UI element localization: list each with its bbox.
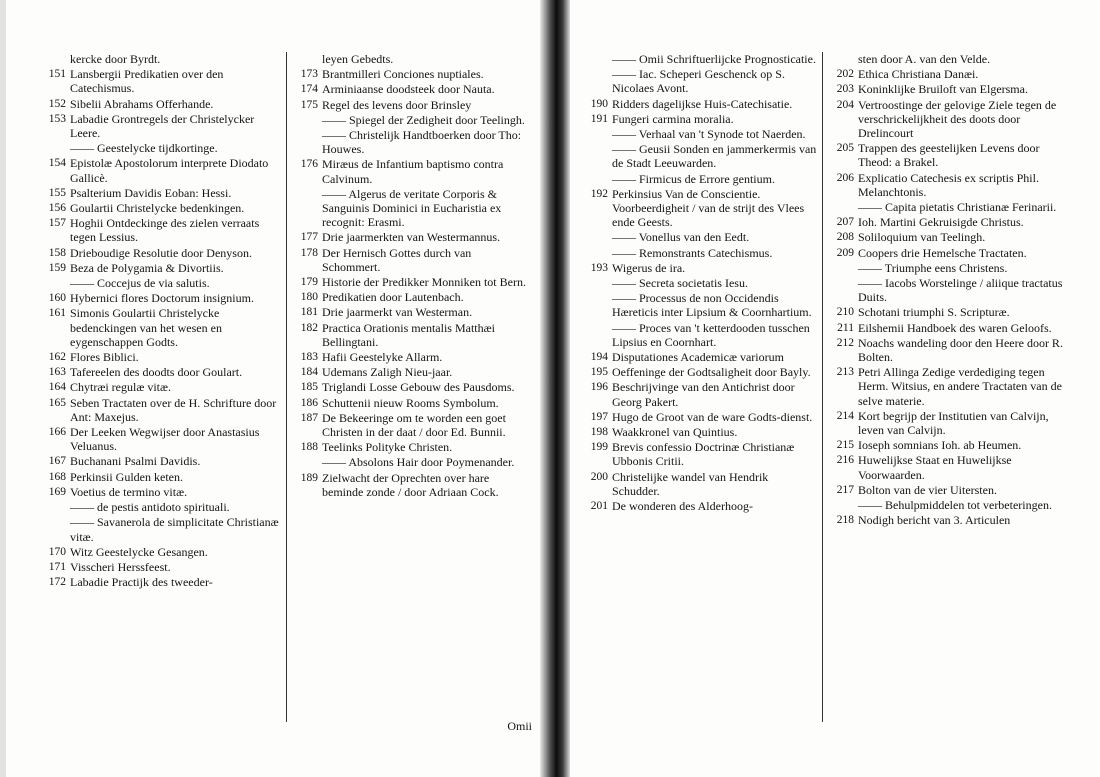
entry-number: 160 [48, 292, 66, 305]
catalogue-entry [40, 500, 280, 514]
entry-title: Der Hernisch Gottes durch van Schommert. [322, 245, 472, 274]
catalogue-entry [828, 365, 1064, 408]
entry-title: —— de pestis antidoto spirituali. [70, 500, 230, 515]
entry-title: Ridders dagelijkse Huis-Catechisatie. [612, 96, 793, 111]
catalogue-entry [292, 187, 532, 230]
entry-title: Vertroostinge der gelovige Ziele tegen de verschrickelijkheit des doots door Drelincourt [858, 97, 1057, 141]
entry-title: —— Triumphe eens Christens. [858, 260, 1008, 275]
catalogue-entry [582, 97, 818, 111]
page-edge [0, 0, 6, 777]
entry-title: —— Verhaal van 't Synode tot Naerden. [612, 127, 806, 142]
column-rule [286, 52, 287, 722]
catalogue-entry [582, 246, 818, 260]
entry-title: —— Iacobs Worstelinge / aliique tractatus Duits. [858, 276, 1063, 305]
catalogue-entry [292, 52, 532, 66]
entry-title: —— Omii Schriftuerlijcke Prognosticatie. [612, 52, 816, 66]
entry-title: De Bekeeringe om te worden een goet Christen in der daat / door Ed. Bunnii. [322, 410, 506, 440]
entry-title: Seben Tractaten over de H. Schrifture door Ant: Maxejus. [70, 395, 277, 424]
entry-number: 203 [836, 83, 854, 96]
entry-title: Petri Allinga Zedige verdediging tegen Herm. Witsius, en andere Tractaten van de selve materie. [858, 365, 1062, 408]
entry-title: Perkinsius Van de Conscientie. Voorbeerdigheit / van de strijt des Vlees ende Geests. [612, 186, 805, 230]
entry-number: 186 [300, 396, 318, 409]
catalogue-entry [582, 499, 818, 513]
entry-number: 157 [48, 217, 66, 230]
entry-title: —— Secreta societatis Iesu. [612, 276, 748, 291]
entry-title: Goulartii Christelycke bedenkingen. [70, 201, 245, 216]
entry-number: 158 [48, 246, 66, 259]
entry-title: Ioseph somnians Ioh. ab Heumen. [858, 438, 1022, 453]
catalogue-entry [40, 201, 280, 215]
entry-number: 212 [836, 336, 854, 349]
catalogue-entry [40, 545, 280, 559]
entry-number: 153 [48, 112, 66, 125]
entry-number: 189 [300, 471, 318, 484]
entry-number: 210 [836, 306, 854, 319]
catalogue-entry [828, 498, 1064, 512]
entry-number: 197 [590, 410, 608, 423]
catalogue-entry [292, 246, 532, 274]
entry-title: Hybernici flores Doctorum insignium. [70, 291, 254, 306]
catalogue-entry [292, 157, 532, 185]
catalogue-entry [40, 156, 280, 184]
catalogue-entry [40, 454, 280, 468]
entry-number: 163 [48, 366, 66, 379]
entry-number: 161 [48, 307, 66, 320]
catalogue-entry [40, 365, 280, 379]
entry-number: 205 [836, 142, 854, 155]
entry-title: Lansbergii Predikatien over den Catechismus. [70, 67, 224, 96]
catalogue-entry [40, 112, 280, 140]
catalogue-entry [582, 142, 818, 170]
entry-title: Coopers drie Hemelsche Tractaten. [858, 245, 1027, 260]
right-column-2 [828, 52, 1064, 529]
entry-title: Sibelii Abrahams Offerhande. [70, 96, 214, 111]
entry-number: 162 [48, 351, 66, 364]
entry-number: 216 [836, 454, 854, 467]
catalogue-entry [582, 410, 818, 424]
entry-title: Drie jaarmerkt van Westerman. [322, 305, 473, 320]
entry-title: —— Savanerola de simplicitate Christianæ vitæ. [70, 515, 279, 544]
catalogue-entry [582, 470, 818, 498]
entry-title: Regel des levens door Brinsley [322, 97, 472, 112]
entry-number: 169 [48, 485, 66, 498]
catalogue-entry [40, 470, 280, 484]
catalogue-entry [40, 246, 280, 260]
entry-number: 152 [48, 97, 66, 110]
catalogue-entry [582, 261, 818, 275]
entry-number: 167 [48, 455, 66, 468]
entry-title: Udemans Zaligh Nieu-jaar. [322, 365, 453, 380]
entry-title: Brantmilleri Conciones nuptiales. [322, 67, 484, 82]
catalogue-entry [292, 411, 532, 439]
entry-number: 154 [48, 157, 66, 170]
catalogue-entry [582, 380, 818, 408]
catalogue-entry [582, 365, 818, 379]
catalogue-entry [292, 380, 532, 394]
entry-title: Soliloquium van Teelingh. [858, 230, 986, 245]
catalogue-entry [582, 67, 818, 95]
entry-number: 201 [590, 500, 608, 513]
entry-number: 175 [300, 98, 318, 111]
catalogue-entry [40, 485, 280, 499]
entry-number: 211 [837, 321, 854, 334]
entry-title: Schuttenii nieuw Rooms Symbolum. [322, 395, 499, 410]
catalogue-entry [828, 453, 1064, 481]
catalogue-entry [40, 560, 280, 574]
catalogue-entry [40, 380, 280, 394]
catalogue-entry [582, 425, 818, 439]
entry-title: Zielwacht der Oprechten over hare bemindе zonde / door Adriaan Cock. [322, 470, 499, 499]
entry-title: kercke door Byrdt. [70, 52, 161, 66]
catalogue-entry [292, 321, 532, 349]
catalogue-entry [582, 127, 818, 141]
left-page [40, 52, 540, 752]
catalogue-entry [582, 350, 818, 364]
entry-title: Triglandi Losse Gebouw des Pausdoms. [322, 380, 515, 395]
entry-number: 159 [48, 261, 66, 274]
catalogue-entry [40, 425, 280, 453]
entry-number: 156 [48, 202, 66, 215]
catalogue-entry [828, 321, 1064, 335]
entry-title: —— Remonstrants Catechismus. [612, 245, 773, 260]
entry-number: 182 [300, 321, 318, 334]
entry-title: —— Iac. Scheperi Geschenck op S. Nicolaes Avont. [612, 67, 785, 96]
catalogue-entry [292, 82, 532, 96]
entry-number: 209 [836, 246, 854, 259]
catalogue-entry [582, 291, 818, 319]
catalogue-entry [828, 230, 1064, 244]
entry-title: Beschrijvinge van den Antichrist door Georg Pakert. [612, 380, 795, 409]
catalogue-entry [292, 98, 532, 112]
entry-title: Disputationes Academicæ variorum [612, 350, 784, 365]
entry-number: 196 [590, 381, 608, 394]
catalogue-entry [40, 261, 280, 275]
entry-number: 176 [300, 158, 318, 171]
entry-title: Brevis confessio Doctrinæ Christianæ Ubbonis Critii. [612, 440, 795, 469]
entry-title: Epistolæ Apostolorum interprete Diodato Gallicè. [70, 156, 269, 185]
catalogue-entry [828, 215, 1064, 229]
catalogue-entry [828, 336, 1064, 364]
entry-number: 213 [836, 366, 854, 379]
catalogue-entry [828, 82, 1064, 96]
entry-title: —— Firmicus de Errore gentium. [612, 171, 775, 186]
entry-title: Voetius de termino vitæ. [70, 484, 188, 499]
catalogue-entry [582, 52, 818, 66]
entry-number: 181 [300, 306, 318, 319]
entry-title: —— Christelijk Handtboerken door Tho: Houwes. [322, 128, 522, 157]
catalogue-entry [828, 98, 1064, 141]
entry-title: —— Coccejus de via salutis. [70, 276, 210, 291]
entry-title: Der Leeken Wegwijser door Anastasius Veluanus. [70, 425, 260, 454]
entry-title: —— Capita pietatis Christianæ Ferinarii. [858, 200, 1057, 215]
catalogue-entry [582, 172, 818, 186]
entry-title: Koninklijke Bruiloft van Elgersma. [858, 82, 1028, 97]
catalogue-entry [40, 396, 280, 424]
right-column-1 [582, 52, 818, 514]
entry-number: 184 [300, 366, 318, 379]
catalogue-entry [828, 261, 1064, 275]
entry-title: Wigerus de ira. [612, 260, 686, 275]
entry-title: Predikatien door Lautenbach. [322, 290, 464, 305]
entry-number: 151 [48, 68, 66, 81]
entry-title: Tafereelen des doodts door Goulart. [70, 365, 243, 380]
entry-title: Kort begrijp der Institutien van Calvijn, leven van Calvijn. [858, 408, 1049, 438]
entry-title: Hafii Geestelyke Allarm. [322, 350, 443, 365]
entry-number: 172 [48, 576, 66, 589]
entry-number: 190 [590, 97, 608, 110]
catalogue-entry [828, 305, 1064, 319]
entry-title: —— Spiegel der Zedigheit door Teelingh. [322, 112, 525, 127]
catalogue-entry [292, 230, 532, 244]
entry-number: 202 [836, 68, 854, 81]
entry-number: 178 [300, 246, 318, 259]
entry-number: 180 [300, 291, 318, 304]
entry-number: 187 [300, 411, 318, 424]
entry-title: Waakkronel van Quintius. [612, 425, 738, 440]
entry-title: Eilshemii Handboek des waren Geloofs. [858, 320, 1052, 335]
left-column-2 [292, 52, 532, 500]
entry-title: —— Behulpmiddelen tot verbeteringen. [858, 498, 1052, 513]
book-gutter [540, 0, 570, 777]
entry-number: 173 [300, 68, 318, 81]
catalogue-entry [40, 276, 280, 290]
catalogue-entry [828, 513, 1064, 527]
entry-title: sten door A. van den Velde. [858, 52, 991, 66]
entry-number: 183 [300, 351, 318, 364]
catalogue-entry [40, 306, 280, 349]
entry-title: Practica Orationis mentalis Matthæi Bellingtani. [322, 320, 495, 349]
entry-title: —— Absolons Hair door Poymenander. [322, 455, 515, 470]
catalogue-entry [40, 67, 280, 95]
catalogue-entry [828, 200, 1064, 214]
catalogue-entry [828, 246, 1064, 260]
catalogue-entry [292, 128, 532, 156]
entry-number: 195 [590, 366, 608, 379]
catalogue-entry [292, 396, 532, 410]
entry-title: Buchanani Psalmi Davidis. [70, 454, 201, 469]
entry-number: 185 [300, 381, 318, 394]
entry-title: Psalterium Davidis Eoban: Hessi. [70, 185, 232, 200]
entry-number: 214 [836, 409, 854, 422]
entry-title: Labadie Practijk des tweeder- [70, 575, 213, 590]
entry-number: 170 [48, 545, 66, 558]
entry-title: leyen Gebedts. [322, 52, 394, 66]
catalogue-entry [828, 141, 1064, 169]
column-rule [822, 52, 823, 722]
catalogue-entry [292, 440, 532, 454]
entry-title: Nodigh bericht van 3. Articulen [858, 513, 1011, 528]
entry-title: Beza de Polygamia & Divortiis. [70, 260, 224, 275]
catalogue-entry [40, 186, 280, 200]
catalogue-entry [292, 471, 532, 499]
catalogue-entry [40, 350, 280, 364]
entry-number: 217 [836, 483, 854, 496]
catalogue-entry [292, 113, 532, 127]
entry-title: —— Proces van 't ketterdooden tusschen Lipsius en Coornhart. [612, 320, 810, 349]
entry-title: —— Algerus de veritate Corporis & Sanguinis Dominici in Eucharistia ex recognit: Erasmi. [322, 186, 502, 230]
right-page [582, 52, 1066, 752]
entry-title: Trappen des geestelijken Levens door Theod: a Brakel. [858, 141, 1040, 170]
entry-title: Schotani triumphi S. Scripturæ. [858, 305, 1010, 320]
entry-number: 168 [48, 470, 66, 483]
catalogue-entry [292, 290, 532, 304]
catalogue-entry [582, 440, 818, 468]
catalogue-entry [828, 171, 1064, 199]
entry-number: 193 [590, 261, 608, 274]
entry-title: Huwelijkse Staat en Huwelijkse Voorwaarden. [858, 453, 1012, 482]
entry-title: Drieboudige Resolutie door Denyson. [70, 245, 252, 260]
catalogue-entry [582, 112, 818, 126]
entry-number: 188 [300, 441, 318, 454]
catalogue-entry [828, 409, 1064, 437]
entry-title: Ioh. Martini Gekruisigde Christus. [858, 215, 1024, 230]
catalogue-entry [582, 187, 818, 230]
catalogue-entry [292, 305, 532, 319]
entry-number: 199 [590, 441, 608, 454]
entry-number: 171 [48, 560, 66, 573]
entry-number: 192 [590, 187, 608, 200]
entry-title: Flores Biblici. [70, 350, 139, 365]
entry-title: Ethica Christiana Danæi. [858, 67, 979, 82]
entry-number: 208 [836, 231, 854, 244]
entry-title: —— Geestelycke tijdkortinge. [70, 141, 218, 156]
entry-title: Teelinks Polityke Christen. [322, 440, 453, 455]
entry-title: Simonis Goulartii Christelycke bedenckingen van het wesen en eygenschappen Godts. [70, 306, 222, 349]
entry-number: 204 [836, 98, 854, 111]
catalogue-entry [582, 276, 818, 290]
entry-title: —— Geusii Sonden en jammerkermis van de Stadt Leeuwarden. [612, 142, 817, 171]
entry-title: Witz Geestelycke Gesangen. [70, 544, 208, 559]
entry-title: Hugo de Groot van de ware Godts-dienst. [612, 409, 813, 424]
catalogue-entry [292, 455, 532, 469]
entry-number: 218 [836, 514, 854, 527]
entry-title: Perkinsii Gulden keten. [70, 469, 183, 484]
catalogue-entry [292, 67, 532, 81]
entry-title: Noachs wandeling door den Heere door R. Bolten. [858, 335, 1063, 365]
entry-number: 164 [48, 381, 66, 394]
entry-title: De wonderen des Alderhoog- [612, 499, 753, 514]
entry-title: —— Vonellus van den Eedt. [612, 230, 750, 245]
entry-number: 194 [590, 351, 608, 364]
entry-title: Explicatio Catechesis ex scriptis Phil. Melanchtonis. [858, 170, 1039, 199]
entry-number: 191 [590, 112, 608, 125]
entry-title: Bolton van de vier Uitersten. [858, 482, 997, 497]
catalogue-entry [828, 483, 1064, 497]
entry-number: 206 [836, 171, 854, 184]
catalogue-entry [40, 575, 280, 589]
entry-title: Hoghii Ontdeckinge des zielen verraats tegen Lessius. [70, 216, 260, 245]
catalogue-entry [40, 141, 280, 155]
entry-number: 177 [300, 231, 318, 244]
entry-number: 179 [300, 276, 318, 289]
catalogue-entry [828, 438, 1064, 452]
entry-title: Miræus de Infantium baptismo contra Calvinum. [322, 157, 504, 186]
catalogue-entry [828, 52, 1064, 66]
catalogue-entry [40, 97, 280, 111]
entry-number: 166 [48, 426, 66, 439]
entry-title: Labadie Grontregels der Christelycker Leere. [70, 111, 255, 141]
entry-title: Oeffeninge der Godtsaligheit door Bayly. [612, 365, 811, 380]
entry-number: 174 [300, 83, 318, 96]
catalogue-entry [40, 291, 280, 305]
entry-title: Fungeri carmina moralia. [612, 111, 734, 126]
entry-number: 215 [836, 439, 854, 452]
catalogue-entry [828, 67, 1064, 81]
catalogue-entry [40, 216, 280, 244]
catchword: Omii [507, 719, 532, 733]
left-column-1 [40, 52, 280, 590]
entry-number: 200 [590, 470, 608, 483]
catalogue-entry [582, 230, 818, 244]
entry-title: Visscheri Herssfeest. [70, 559, 171, 574]
entry-number: 155 [48, 186, 66, 199]
entry-title: Drie jaarmerkten van Westermannus. [322, 230, 501, 245]
catalogue-entry [828, 276, 1064, 304]
catalogue-entry [292, 350, 532, 364]
catalogue-entry [292, 275, 532, 289]
entry-title: Chytræi regulæ vitæ. [70, 380, 172, 395]
catalogue-entry [292, 365, 532, 379]
entry-title: —— Processus de non Occidendis Hæreticis inter Lipsium & Coornhartium. [612, 291, 812, 320]
catalogue-entry [40, 52, 280, 66]
catalogue-entry [40, 515, 280, 543]
entry-number: 198 [590, 426, 608, 439]
entry-number: 165 [48, 396, 66, 409]
catalogue-entry [582, 321, 818, 349]
entry-title: Arminiaanse doodsteek door Nauta. [322, 82, 495, 97]
entry-title: Christelijke wandel van Hendrik Schudder. [612, 469, 769, 498]
entry-number: 207 [836, 216, 854, 229]
entry-title: Historie der Predikker Monniken tot Bern. [322, 275, 526, 290]
